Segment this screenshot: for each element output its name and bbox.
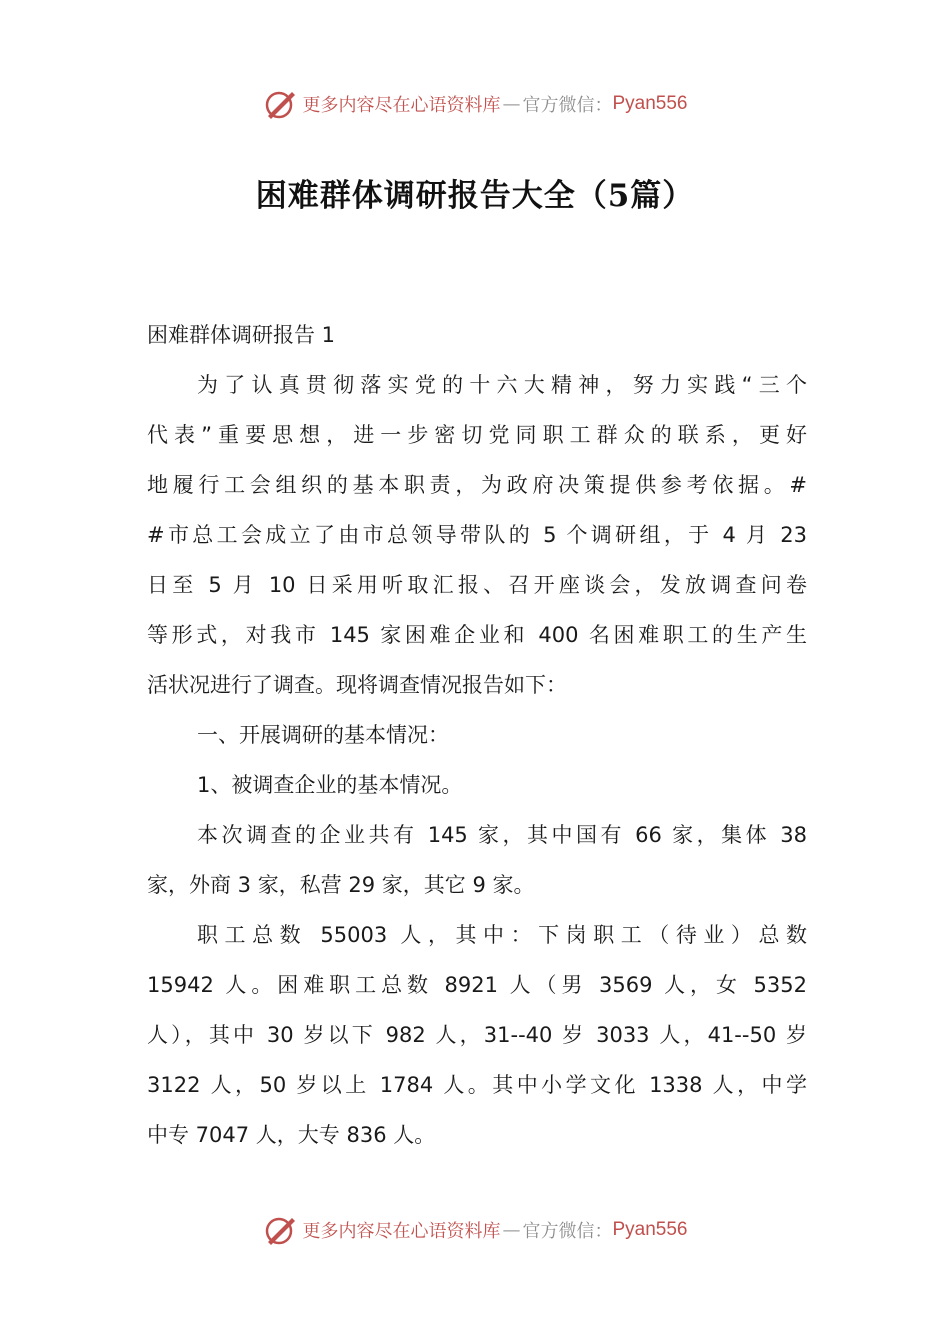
banner-text: 更多内容尽在心语资料库 [302, 95, 501, 116]
subsection-heading: 1、被调查企业的基本情况。 [197, 773, 463, 797]
body-line: 15942 人。困难职工总数 8921 人（男 3569 人，女 5352 [147, 973, 807, 997]
section-heading: 困难群体调研报告 1 [147, 323, 336, 347]
document-body [147, 310, 807, 1160]
body-line: 等形式，对我市 145 家困难企业和 400 名困难职工的生产生 [147, 623, 807, 647]
banner-wechat-id: Pyan556 [612, 93, 688, 114]
body-line: 代表”重要思想，进一步密切党同职工群众的联系，更好 [147, 423, 807, 447]
banner-dash: — [502, 1219, 521, 1241]
banner-dash: — [502, 93, 521, 115]
pen-logo-icon [262, 1212, 298, 1248]
body-line: 中专 7047 人，大专 836 人。 [147, 1123, 436, 1147]
body-line: 日至 5 月 10 日采用听取汇报、召开座谈会，发放调查问卷 [147, 573, 807, 597]
body-line: 为了认真贯彻落实党的十六大精神，努力实践“三个 [197, 373, 807, 397]
body-line: 本次调查的企业共有 145 家，其中国有 66 家，集体 38 [197, 823, 807, 847]
banner-wechat-label: 官方微信： [522, 1221, 613, 1242]
body-line: 人），其中 30 岁以下 982 人，31--40 岁 3033 人，41--50 岁 [147, 1023, 807, 1047]
banner-text: 更多内容尽在心语资料库 [302, 1221, 501, 1242]
body-line: 3122 人，50 岁以上 1784 人。其中小学文化 1338 人，中学 [147, 1073, 807, 1097]
body-line: 地履行工会组织的基本职责，为政府决策提供参考依据。# [147, 473, 807, 497]
subsection-heading: 一、开展调研的基本情况： [197, 723, 449, 747]
header-watermark-banner [0, 86, 950, 122]
pen-logo-icon [262, 86, 298, 122]
body-line: 职工总数 55003 人，其中：下岗职工（待业）总数 [197, 923, 807, 947]
document-title: 困难群体调研报告大全（5篇） [255, 178, 695, 214]
footer-watermark-banner [0, 1212, 950, 1248]
banner-wechat-label: 官方微信： [522, 95, 613, 116]
body-line: 家，外商 3 家，私营 29 家，其它 9 家。 [147, 873, 535, 897]
banner-wechat-id: Pyan556 [612, 1219, 688, 1240]
body-line: #市总工会成立了由市总领导带队的 5 个调研组，于 4 月 23 [147, 523, 807, 547]
body-line: 活状况进行了调查。现将调查情况报告如下： [147, 673, 567, 697]
